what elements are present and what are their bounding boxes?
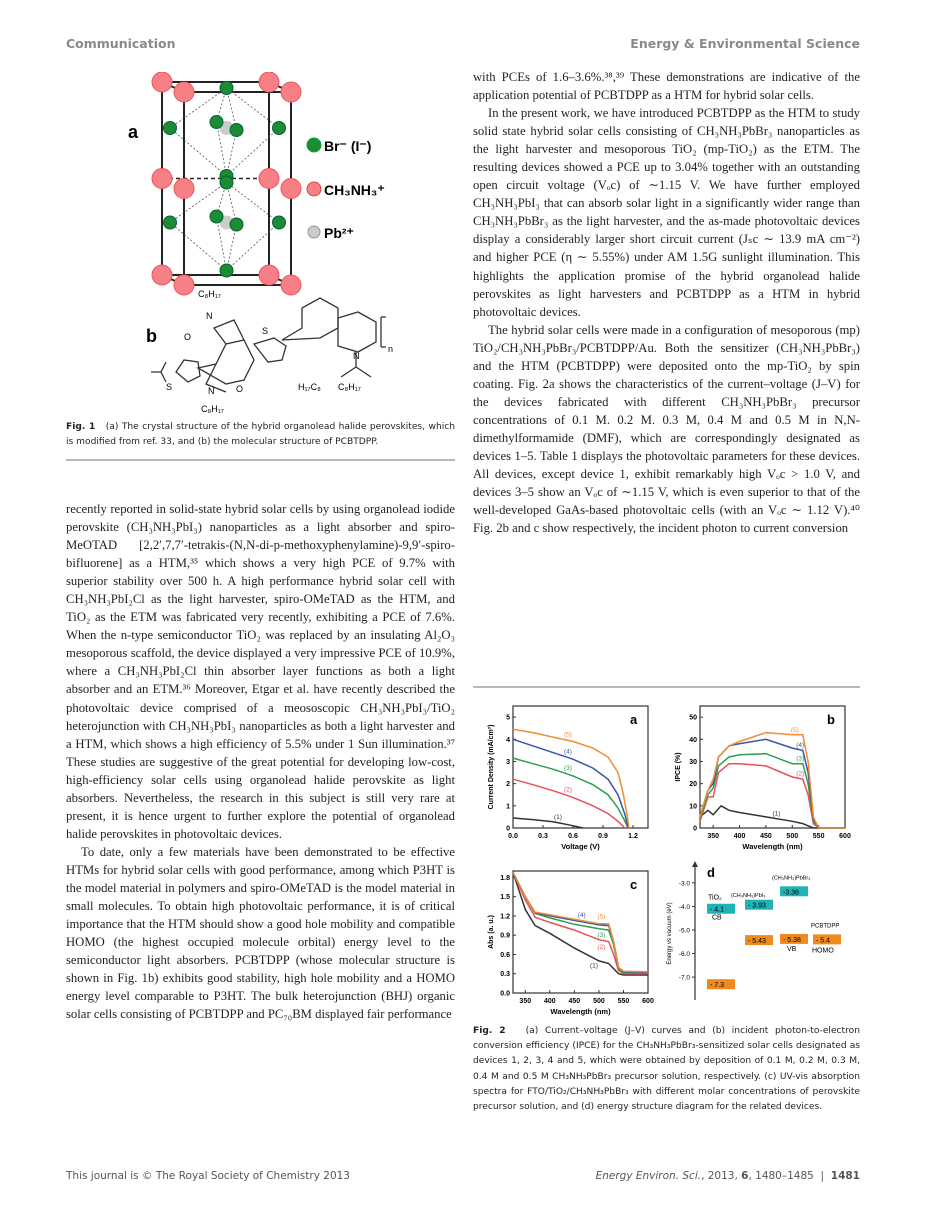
br-atom: [210, 116, 223, 129]
x-tick-label: 0.3: [538, 833, 548, 840]
ch3nh3-atom: [259, 169, 279, 189]
annotation-pbi3: (CH₃NH₃)PbI₃: [731, 892, 766, 899]
series-label: (2): [597, 944, 606, 952]
caption-label: Fig. 2: [473, 1026, 506, 1036]
panel-letter: b: [827, 712, 835, 727]
legend-br: Br⁻ (I⁻): [324, 138, 372, 154]
energy-level-value: - 5.38: [783, 936, 801, 944]
br-atom: [220, 82, 233, 95]
series-label: (1): [772, 810, 781, 818]
figure-1-caption: [66, 420, 455, 450]
separator: |: [820, 1170, 825, 1182]
x-axis-label: Wavelength (nm): [550, 1007, 611, 1016]
annotation-tio2: TiO₂: [708, 894, 722, 902]
series-label: (3): [564, 765, 572, 773]
y-tick-label: 3: [506, 758, 510, 766]
panel-b-label: b: [146, 326, 157, 346]
y-tick-label: 0.9: [500, 932, 510, 940]
annotation-homo: HOMO: [812, 947, 834, 955]
br-atom: [210, 210, 223, 223]
br-atom: [230, 124, 243, 137]
y-tick-label: 1.2: [500, 913, 510, 921]
paragraph: In the present work, we have introduced PCBTDPP as the HTM to study solid state hybrid solar cells consisting of CH₃NH₃PbBr₃ nanoparticles as the light harvester and mesoporous TiO₂ (mp-TiO₂) as the ETM. The resulting devices showed a PCE up to 3.04% together with an outstanding open circuit voltage (Vₒc) of ∼1.15 V. We have further employed CH₃NH₃PbI₃ that can absorb solar light in a significantly wider range than CH₃NH₃PbBr₃ as the light harvester, and the as-made photovoltaic devices display a considerably larger short circuit current (Jₛc ∼ 13.9 mA cm⁻²) and higher PCE (η ∼ 5.55%) under AM 1.5G sunlight illumination. This highlights the application promise of the hybrid organolead halide perovskites as light harvesters and PCBTDPP as a HTM in hybrid photovoltaic devices.: [473, 106, 860, 319]
plot-frame: [700, 706, 845, 828]
y-tick-label: -4.0: [678, 903, 690, 911]
y-tick-label: 0.3: [500, 971, 510, 979]
y-tick-label: -5.0: [678, 927, 690, 935]
x-tick-label: 550: [617, 998, 630, 1005]
energy-level-value: - 4.1: [710, 906, 725, 914]
divider: [473, 686, 860, 688]
chem-o2: O: [236, 384, 244, 394]
header-section: Communication: [66, 36, 176, 51]
figure-2: [473, 696, 860, 1016]
annotation-cb: CB: [712, 914, 722, 922]
paragraph: recently reported in solid-state hybrid solar cells by using organolead iodide perovskite (CH₃NH₃PbI₃) nanoparticles as a light absorber and spiro-MeOTAD [2,2′,7,7′-tetrakis-(N,N-di-p-methoxyphenylamine)-9,9′-spiro-bifluorene] as a HTM,³⁵ which shows a very high PCE of 9.7% with superior stability over 500 h. A high performance hybrid solar cell with CH₃NH₃PbI₂Cl as the light harvester, spiro-OMeTAD as the HTM, and TiO₂ as the ETM was fabricated very recently, exhibiting a PCE of 7.6%. When the n-type semiconductor TiO₂ was replaced by an insulating Al₂O₃ mesoporous scaffold, the device displayed a very impressive PCE of 10.9%, where a CH₃NH₃PbI₂Cl thin absorber layer functions as both a light absorber and an ETM.³⁶ Moreover, Etgar et al. have recently described the photovoltaic device comprised of a meososcopic CH₃NH₃PbI₃/TiO₂ heterojunction with CH₃NH₃PbI₃ nanoparticles as both a light harvester and a HTM, which shows a high efficiency of 5.5% under 1 Sun illumination.³⁷ These studies are suggestive of the great potential for developing low-cost, high-efficiency solar cells using organolead halide perovskite as light absorbers. Nevertheless, the research in this subject is still very rare at present, it is hence urgent to further explore the potential of organolead halide perovskites in photovoltaic devices.: [66, 502, 455, 841]
series-label: (2): [564, 786, 572, 794]
series-label: (2): [796, 770, 805, 778]
panel-d: [667, 861, 841, 1000]
y-tick-label: 5: [506, 714, 510, 722]
chem-c8h17-right: C₈H₁₇: [338, 382, 361, 392]
paragraph: with PCEs of 1.6–3.6%.³⁸,³⁹ These demonstrations are indicative of the application potential of PCBTDPP as a HTM for hybrid solar cells.: [473, 70, 860, 103]
chem-n1: N: [206, 311, 213, 321]
energy-level-value: - 5.43: [748, 938, 766, 946]
x-tick-label: 400: [543, 998, 556, 1005]
footer-citation: [596, 1170, 860, 1182]
y-tick-label: 0.6: [500, 951, 510, 959]
series-label: (5): [597, 913, 606, 921]
y-axis-label: Energy vs vacuum (eV): [667, 902, 673, 965]
y-tick-label: 40: [689, 736, 697, 744]
y-axis-label: IPCE (%): [675, 752, 682, 782]
y-tick-label: 4: [506, 736, 510, 744]
ch3nh3-atom: [174, 82, 194, 102]
series-label: (4): [564, 748, 572, 756]
ch3nh3-atom: [174, 179, 194, 199]
br-atom: [164, 122, 177, 135]
ch3nh3-atom: [174, 275, 194, 295]
panel-b: [675, 706, 851, 851]
y-tick-label: 30: [689, 758, 697, 766]
br-atom: [273, 216, 286, 229]
chem-c8h17-top: C₈H₁₇: [198, 289, 221, 299]
y-tick-label: 50: [689, 714, 697, 722]
energy-level-value: -3.36: [783, 889, 799, 897]
pages: , 1480–1485: [748, 1170, 814, 1182]
figure-2-caption: [473, 1024, 860, 1115]
x-axis-label: Voltage (V): [561, 842, 600, 851]
annotation-pbbr3: (CH₃NH₃)PbBr₃: [772, 875, 811, 882]
y-tick-label: -7.0: [678, 974, 690, 982]
x-tick-label: 1.2: [628, 833, 638, 840]
y-tick-label: 20: [689, 781, 697, 789]
caption-text: (a) The crystal structure of the hybrid organolead halide perovskites, which is modified from ref. 33, and (b) the molecular structure of PCBTDPP.: [66, 422, 455, 448]
series-label: (5): [790, 726, 799, 734]
x-axis-label: Wavelength (nm): [742, 842, 803, 851]
series-label: (3): [597, 932, 606, 940]
chem-h17c8: H₁₇C₈: [298, 382, 321, 392]
pcbtdpp-structure: [151, 298, 386, 392]
chem-s2: S: [262, 326, 269, 336]
panel-letter: d: [707, 865, 715, 880]
page-number: 1481: [830, 1170, 860, 1182]
y-tick-label: 0: [506, 825, 510, 833]
y-axis-label: Current Density (mA/cm²): [488, 724, 495, 810]
series-line-1: [513, 872, 648, 975]
x-tick-label: 500: [593, 998, 605, 1005]
legend-ch3nh3: CH₃NH₃⁺: [324, 182, 385, 198]
caption-label: Fig. 1: [66, 422, 96, 432]
x-tick-label: 0.0: [508, 833, 518, 840]
energy-level-value: - 3.93: [748, 902, 766, 910]
x-tick-label: 500: [786, 833, 799, 840]
year: , 2013,: [701, 1170, 742, 1182]
series-label: (4): [577, 911, 586, 919]
series-line-5: [513, 729, 629, 828]
series-label: (5): [564, 731, 572, 739]
right-column: [473, 68, 860, 537]
x-tick-label: 450: [760, 833, 772, 840]
x-tick-label: 350: [707, 833, 720, 840]
left-column: [66, 500, 455, 1023]
x-tick-label: 400: [733, 833, 746, 840]
ch3nh3-atom: [259, 265, 279, 285]
energy-level-value: - 7.3: [710, 982, 725, 990]
ch3nh3-atom: [281, 179, 301, 199]
y-tick-label: 0: [693, 825, 697, 833]
divider: [66, 459, 455, 461]
x-tick-label: 0.6: [568, 833, 578, 840]
chem-n3: N: [353, 351, 360, 361]
y-axis-label: Abs (a. u.): [488, 915, 495, 949]
x-tick-label: 600: [839, 833, 851, 840]
chem-s1: S: [166, 382, 173, 392]
series-label: (1): [590, 962, 598, 970]
series-label: (4): [796, 741, 805, 749]
legend-pb: Pb²⁺: [324, 225, 354, 241]
panel-letter: c: [630, 877, 638, 892]
paragraph: The hybrid solar cells were made in a configuration of mesoporous (mp) TiO₂/CH₃NH₃PbBr₃/PCBTDPP/Au. Both the sensitizer (CH₃NH₃PbBr₃) and the HTM (PCBTDPP) were deposited onto the mp-TiO₂ by spin coating. Fig. 2a shows the characteristics of the current–voltage (J–V) for the devices fabricated with different CH₃NH₃PbBr₃ precursor concentrations of 0.1 M. 0.2 M. 0.3 M, 0.4 M and 0.5 M in N,N-dimethylformamide (DMF), which are correspondingly designated as devices 1–5. Table 1 displays the photovoltaic parameters for these devices. All devices, except device 1, exhibit remarkably high Vₒc > 1.0 V, and devices 3–5 show an Vₒc of ∼1.15 V, which is even superior to that of the well-developed GaAs-based photovoltaic cells (with an Vₒc ∼ 1.12 V).⁴⁰ Fig. 2b and c show respectively, the incident photon to current conversion: [473, 322, 860, 536]
panel-a: [488, 706, 648, 851]
panel-c: [488, 871, 654, 1016]
annotation-vb: VB: [787, 946, 797, 954]
series-label: (1): [554, 813, 562, 821]
panel-a-label: a: [128, 122, 139, 142]
x-tick-label: 0.9: [598, 833, 608, 840]
chem-o1: O: [184, 332, 192, 342]
crystal-structure: [152, 72, 301, 295]
ch3nh3-atom: [152, 265, 172, 285]
chem-c8h17-bottom: C₈H₁₇: [201, 404, 224, 414]
br-atom: [273, 122, 286, 135]
br-atom: [220, 176, 233, 189]
y-axis-arrow: [692, 861, 698, 867]
br-atom: [220, 264, 233, 277]
energy-level-value: - 5.4: [816, 937, 831, 945]
plot-frame: [513, 706, 648, 828]
br-atom: [164, 216, 177, 229]
chem-n2: N: [208, 386, 215, 396]
y-tick-label: 1.8: [500, 874, 510, 882]
x-tick-label: 350: [519, 998, 532, 1005]
y-tick-label: 10: [689, 803, 697, 811]
y-tick-label: -3.0: [678, 880, 690, 888]
figure-1: [66, 72, 456, 416]
series-label: (3): [796, 755, 805, 763]
y-tick-label: 1.5: [500, 894, 510, 902]
cell-dashed-edges: [162, 82, 269, 275]
ch3nh3-atom: [152, 72, 172, 92]
footer-copyright: This journal is © The Royal Society of Chemistry 2013: [66, 1170, 350, 1182]
volume: 6: [741, 1170, 749, 1182]
x-tick-label: 600: [642, 998, 654, 1005]
y-tick-label: 0.0: [500, 990, 510, 998]
ch3nh3-atom: [259, 72, 279, 92]
panel-letter: a: [630, 712, 638, 727]
header-journal: Energy & Environmental Science: [630, 36, 860, 51]
journal-name: Energy Environ. Sci.: [595, 1170, 702, 1182]
ch3nh3-atom: [152, 169, 172, 189]
crystal-legend: [307, 138, 385, 241]
x-tick-label: 450: [568, 998, 581, 1005]
chem-n-subscript: n: [388, 344, 394, 354]
y-tick-label: 2: [506, 781, 510, 789]
caption-text: (a) Current–voltage (J–V) curves and (b) incident photon-to-electron conversion efficiency (IPCE) for the CH₃NH₃PbBr₃-sensitized solar cells designated as devices 1, 2, 3, 4 and 5, which were obtained by deposition of 0.1 M, 0.2 M, 0.3 M, 0.4 M and 0.5 M CH₃NH₃PbBr₃ precursor solution, respectively. (c) UV-vis absorption spectra for FTO/TiO₂/CH₃NH₃PbBr₃ with different molar concentrations of perovskite precursor solution, and (d) energy structure diagram for the related devices.: [473, 1026, 860, 1113]
annotation-pcbtdpp: PCBTDPP: [811, 923, 840, 930]
br-atom: [230, 218, 243, 231]
y-tick-label: -6.0: [678, 951, 690, 959]
y-tick-label: 1: [506, 803, 510, 811]
x-tick-label: 550: [812, 833, 825, 840]
ch3nh3-atom: [281, 275, 301, 295]
ch3nh3-atom: [281, 82, 301, 102]
paragraph: To date, only a few materials have been demonstrated to be effective HTMs for hybrid solar cells with good performance, among which P3HT is the model material in polymers and spiro-OMeTAD is the model material in small molecules. To obtain high photovoltaic performance, it is of critical importance that the HTM should show a good hole mobility and compatible HOMO (the highest occupied molecule orbital) energy level to the semiconductor light absorbers. PCBTDPP (whose molecular structure is shown in Fig. 1b) exhibits good stability, high hole mobility and a HOMO energy level comparable to P3HT. The bulk heterojunction (BHJ) organic solar cells consisting of PCBTDPP and PC₇₀BM displayed fair performance: [66, 844, 455, 1022]
